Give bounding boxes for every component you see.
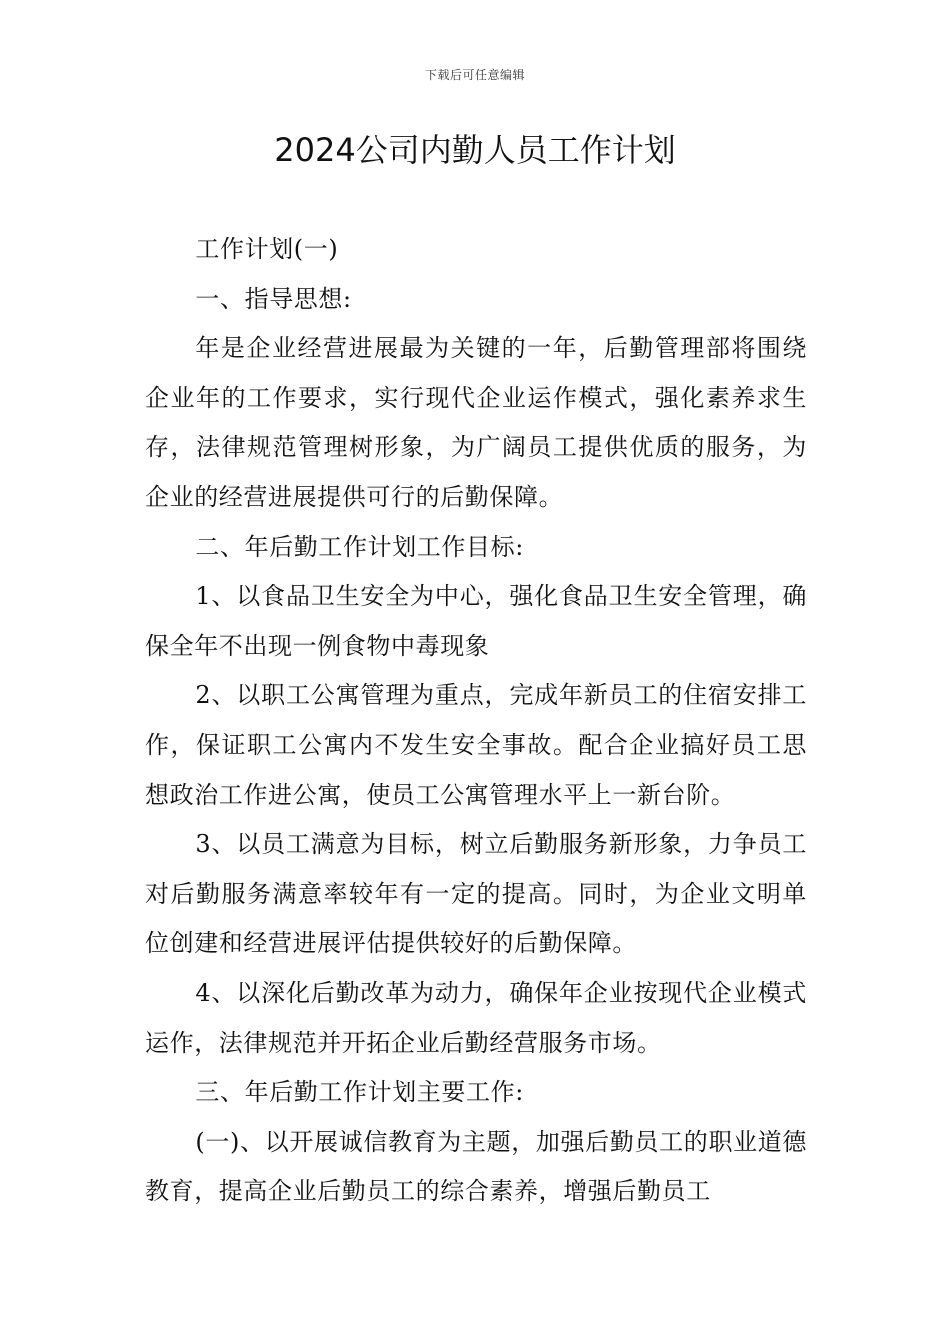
paragraph-section-1-heading: 一、指导思想:	[195, 284, 352, 313]
paragraph-plan-heading: 工作计划(一)	[195, 235, 339, 263]
paragraph-goal-1: 1、以食品卫生安全为中心，强化食品卫生安全管理，确保全年不出现一例食物中毒现象	[145, 582, 807, 660]
paragraph-goal-3: 3、以员工满意为目标，树立后勤服务新形象，力争员工对后勤服务满意率较年有一定的提高。同时，为企业文明单位创建和经营进展评估提供较好的后勤保障。	[145, 830, 807, 958]
header-note: 下载后可任意编辑	[424, 68, 525, 82]
paragraph-section-2-heading: 二、年后勤工作计划工作目标:	[195, 532, 524, 561]
paragraph-goal-4: 4、以深化后勤改革为动力，确保年企业按现代企业模式运作，法律规范并开拓企业后勤经营服务市场。	[145, 978, 807, 1057]
document-title: 2024公司内勤人员工作计划	[274, 131, 676, 169]
paragraph-guiding-thought: 年是企业经营进展最为关键的一年，后勤管理部将围绕企业年的工作要求，实行现代企业运作模式，强化素养求生存，法律规范管理树形象，为广阔员工提供优质的服务，为企业的经营进展提供可行的后勤保障。	[145, 334, 807, 511]
document-body	[145, 225, 807, 1217]
paragraph-work-1: (一)、以开展诚信教育为主题，加强后勤员工的职业道德教育，提高企业后勤员工的综合素养，增强后勤员工	[145, 1127, 807, 1206]
paragraph-section-3-heading: 三、年后勤工作计划主要工作:	[195, 1078, 524, 1107]
paragraph-goal-2: 2、以职工公寓管理为重点，完成年新员工的住宿安排工作，保证职工公寓内不发生安全事故。配合企业搞好员工思想政治工作进公寓，使员工公寓管理水平上一新台阶。	[145, 681, 807, 809]
